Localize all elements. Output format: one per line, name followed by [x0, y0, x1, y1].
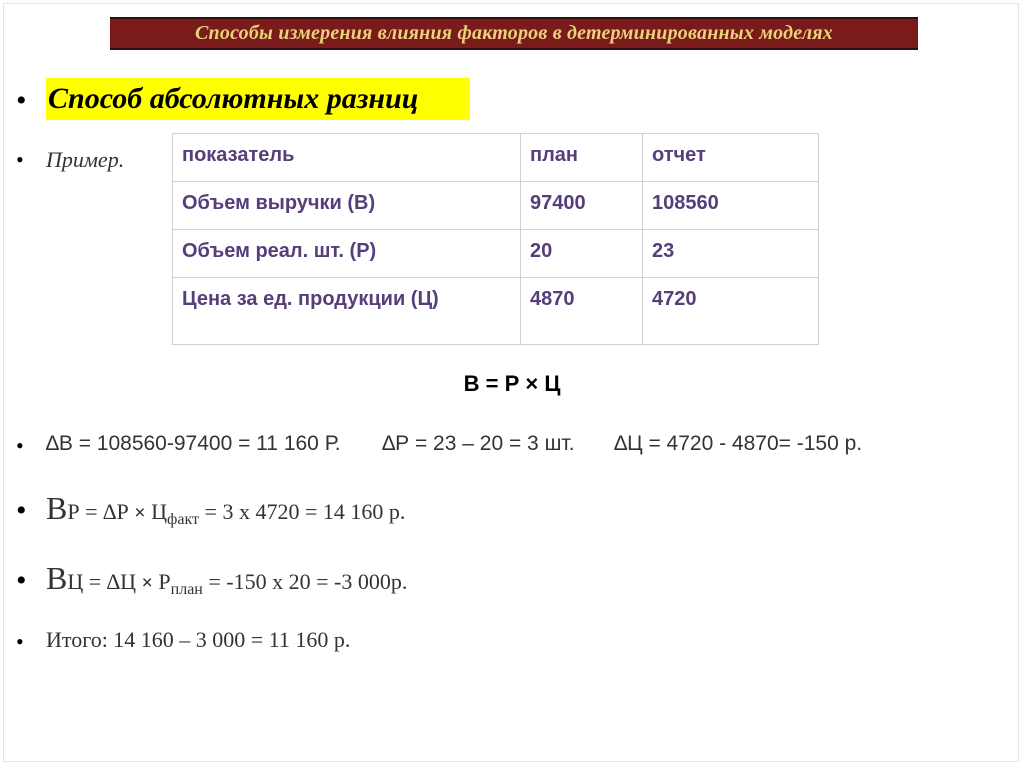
- revenue-by-price-line: [46, 560, 407, 599]
- vc-factor: Р: [152, 569, 171, 594]
- table-cell: 20: [521, 230, 643, 278]
- table-header-cell: план: [521, 134, 643, 182]
- delta-price: ∆Ц = 4720 - 4870= -150 р.: [614, 432, 863, 455]
- revenue-by-quantity-line: [46, 490, 405, 529]
- vc-main-sub: Ц: [67, 569, 84, 594]
- main-formula: [0, 371, 1024, 397]
- bullet-deltas: •: [16, 433, 24, 458]
- table-cell: Объем выручки (В): [173, 182, 521, 230]
- vc-middle: = ∆Ц: [83, 569, 142, 594]
- table-cell: 108560: [643, 182, 819, 230]
- table-header-cell: отчет: [643, 134, 819, 182]
- table-row: [173, 278, 819, 345]
- slide-title: Способы измерения влияния факторов в детерминированных моделях: [195, 22, 833, 44]
- bullet-total: •: [16, 629, 24, 654]
- bullet-example: •: [16, 147, 24, 172]
- example-label: Пример.: [46, 147, 125, 172]
- table-row: [173, 182, 819, 230]
- table-cell: 4720: [643, 278, 819, 345]
- table-cell: 23: [643, 230, 819, 278]
- formula-text: В = Р × Ц: [463, 371, 561, 396]
- table-row: [173, 230, 819, 278]
- delta-quantity: ∆Р = 23 – 20 = 3 шт.: [382, 432, 575, 455]
- vp-factor: Ц: [145, 499, 167, 524]
- table-header-cell: показатель: [173, 134, 521, 182]
- vp-factor-sub: факт: [167, 511, 200, 528]
- vc-factor-sub: план: [170, 581, 203, 598]
- delta-line: [46, 432, 862, 456]
- data-table: [172, 133, 819, 345]
- vp-main-sub: Р: [67, 499, 80, 524]
- vc-times: ×: [141, 572, 153, 594]
- vp-times: ×: [134, 502, 146, 524]
- table-cell: Объем реал. шт. (Р): [173, 230, 521, 278]
- table-cell: Цена за ед. продукции (Ц): [173, 278, 521, 345]
- table-cell: 97400: [521, 182, 643, 230]
- heading-highlight: [46, 78, 470, 120]
- title-banner: [110, 17, 918, 50]
- table-header-row: [173, 134, 819, 182]
- vc-main-letter: В: [46, 560, 68, 596]
- section-heading: Способ абсолютных разниц: [48, 82, 419, 115]
- bullet-heading: •: [16, 84, 27, 117]
- table-cell: 4870: [521, 278, 643, 345]
- bullet-vc: •: [16, 564, 27, 597]
- total-line: Итого: 14 160 – 3 000 = 11 160 р.: [46, 627, 351, 652]
- vp-middle: = ∆Р: [79, 499, 135, 524]
- vp-main-letter: В: [46, 490, 68, 526]
- vp-result: = 3 х 4720 = 14 160 р.: [199, 499, 406, 524]
- delta-revenue: ∆В = 108560-97400 = 11 160 Р.: [46, 432, 341, 455]
- vc-result: = -150 х 20 = -3 000р.: [202, 569, 408, 594]
- bullet-vp: •: [16, 494, 27, 527]
